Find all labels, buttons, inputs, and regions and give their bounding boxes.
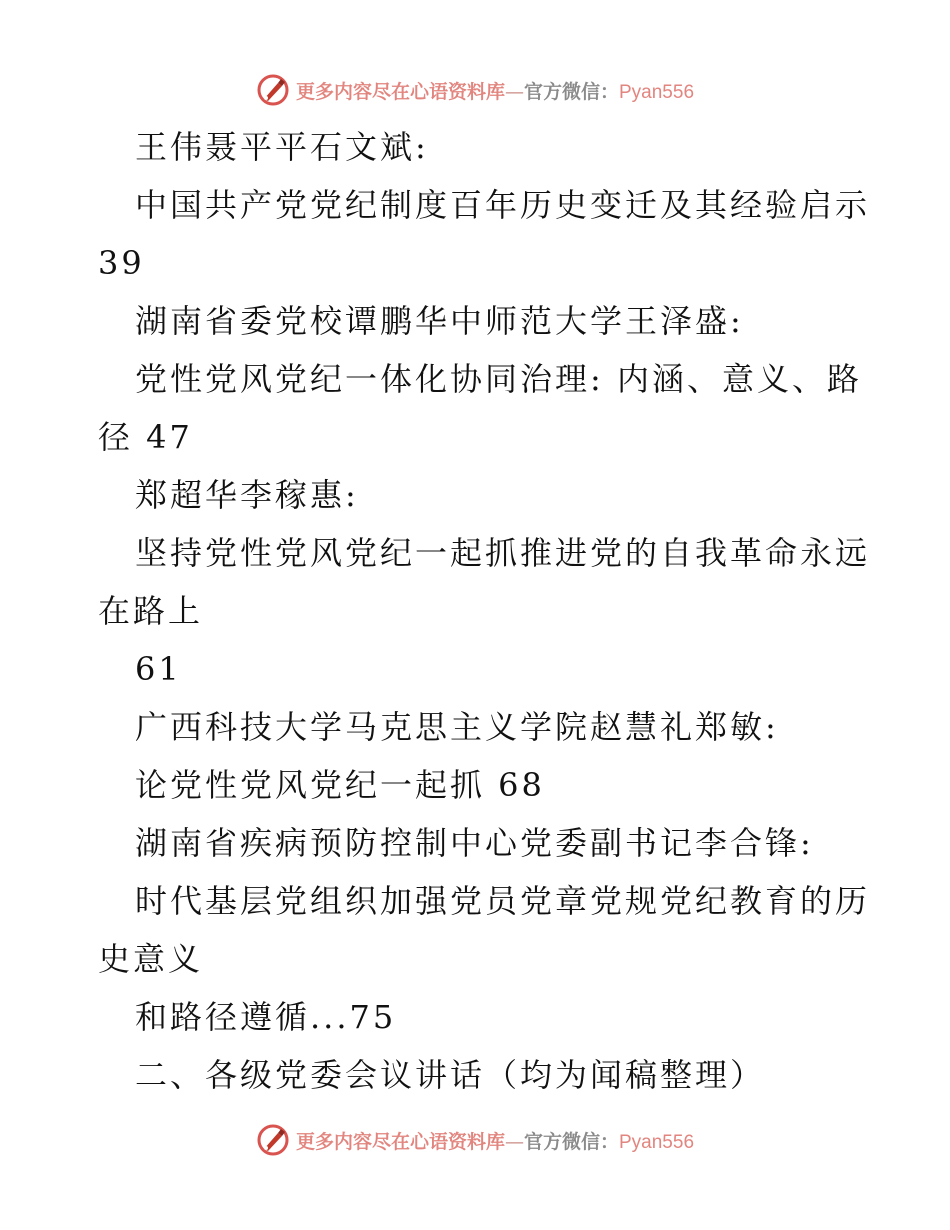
pen-circle-logo-icon bbox=[256, 1123, 290, 1157]
pen-circle-logo-icon bbox=[256, 73, 290, 107]
toc-author-line: 郑超华李稼惠: bbox=[135, 476, 359, 514]
watermark-text: 更多内容尽在心语资料库—官方微信：Pyan556 bbox=[295, 80, 695, 103]
section-heading: 二、各级党委会议讲话（均为闻稿整理） bbox=[135, 1056, 766, 1094]
footer-watermark bbox=[0, 1120, 950, 1160]
toc-author-line: 广西科技大学马克思主义学院赵慧礼郑敏: bbox=[135, 708, 779, 746]
toc-title-line: 党性党风党纪一体化协同治理: 内涵、意义、路 bbox=[135, 360, 862, 398]
toc-author-line: 湖南省疾病预防控制中心党委副书记李合锋: bbox=[135, 824, 814, 862]
toc-page-number: 61 bbox=[135, 650, 182, 688]
toc-title-line: 和路径遵循...75 bbox=[135, 998, 397, 1036]
toc-author-line: 王伟聂平平石文斌: bbox=[135, 128, 429, 166]
toc-title-continuation: 径 47 bbox=[98, 418, 193, 456]
header-watermark bbox=[0, 70, 950, 110]
toc-title-line: 时代基层党组织加强党员党章党规党纪教育的历 bbox=[135, 882, 871, 920]
document-body bbox=[98, 118, 871, 1104]
toc-author-line: 湖南省委党校谭鹏华中师范大学王泽盛: bbox=[135, 302, 744, 340]
toc-title-line: 论党性党风党纪一起抓 68 bbox=[135, 766, 545, 804]
watermark-text: 更多内容尽在心语资料库—官方微信：Pyan556 bbox=[295, 1130, 695, 1153]
toc-title-continuation: 在路上 bbox=[98, 592, 204, 630]
toc-page-number: 39 bbox=[98, 244, 145, 282]
toc-title-line: 中国共产党党纪制度百年历史变迁及其经验启示 bbox=[135, 186, 871, 224]
toc-title-continuation: 史意义 bbox=[98, 940, 204, 978]
toc-title-line: 坚持党性党风党纪一起抓推进党的自我革命永远 bbox=[135, 534, 871, 572]
